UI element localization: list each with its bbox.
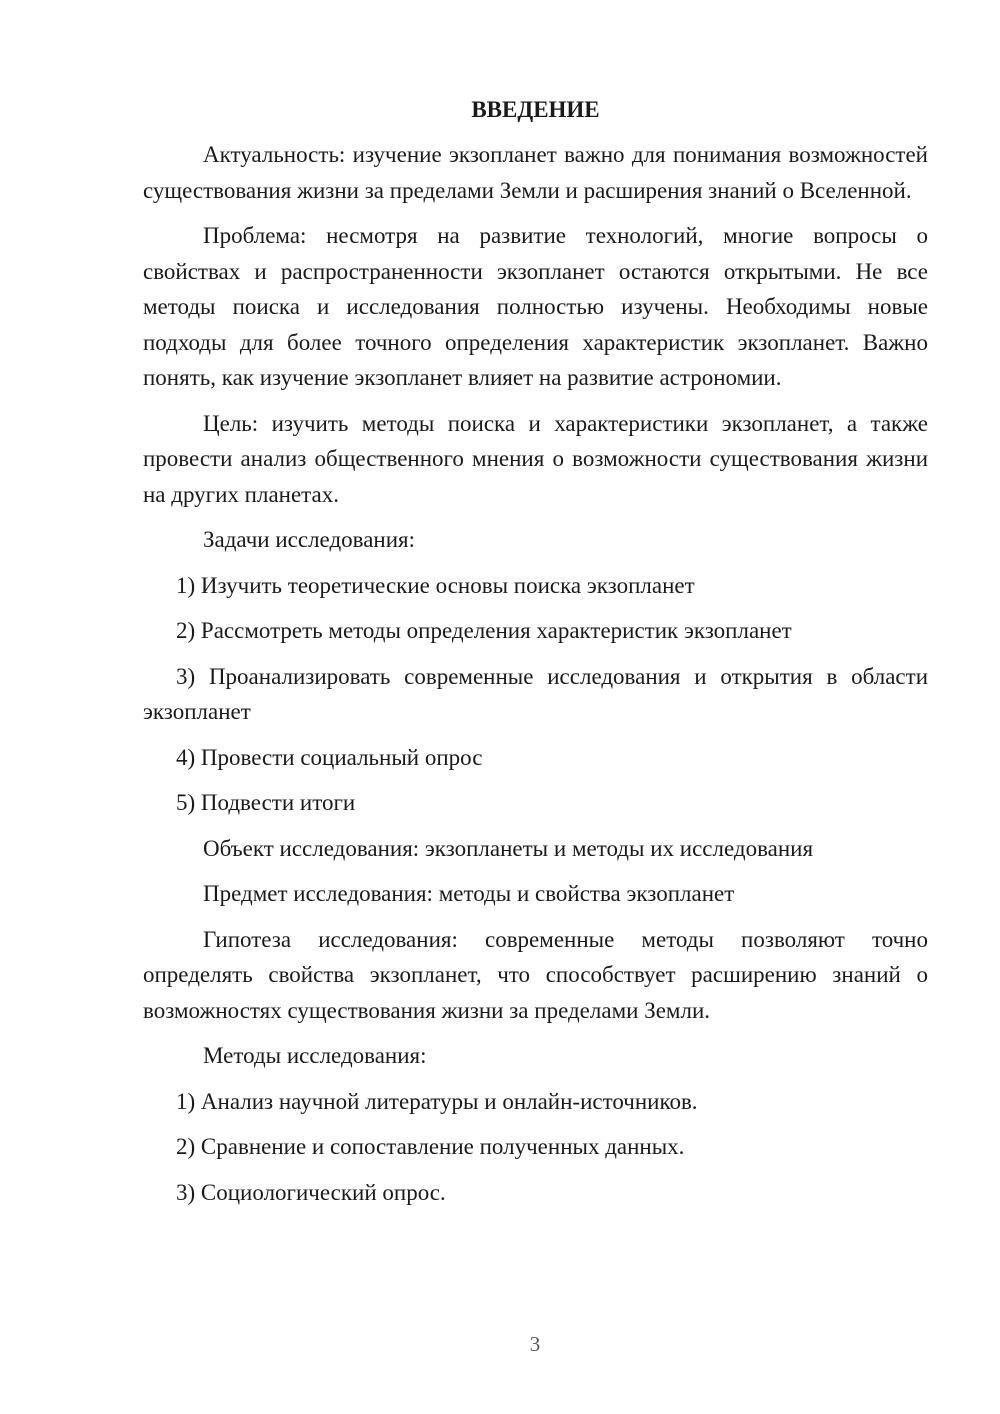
document-body: [143, 92, 928, 1220]
method-item: 3) Социологический опрос.: [176, 1179, 446, 1205]
hypothesis-paragraph: Гипотеза исследования: современные методы позволяют точно определять свойства экзопланет, что способствует расширению знаний о возможностях существования жизни за пределами Земли.: [143, 926, 928, 1023]
page-number: 3: [529, 1332, 541, 1356]
relevance-paragraph: Актуальность: изучение экзопланет важно для понимания возможностей существования жизни за пределами Земли и расширения знаний о Вселенной.: [143, 142, 928, 203]
method-item: 2) Сравнение и сопоставление полученных данных.: [176, 1134, 685, 1159]
methods-heading: Методы исследования:: [203, 1043, 427, 1068]
object-paragraph: Объект исследования: экзопланеты и методы их исследования: [203, 835, 814, 861]
section-title: ВВЕДЕНИЕ: [471, 97, 600, 122]
task-item: 2) Рассмотреть методы определения характеристик экзопланет: [176, 618, 792, 643]
task-item: 4) Провести социальный опрос: [176, 744, 483, 770]
method-item: 1) Анализ научной литературы и онлайн-источников.: [176, 1088, 698, 1114]
subject-paragraph: Предмет исследования: методы и свойства экзопланет: [203, 881, 735, 906]
task-item: 3) Проанализировать современные исследования и открытия в области экзопланет: [143, 663, 928, 724]
task-item: 1) Изучить теоретические основы поиска экзопланет: [176, 572, 695, 598]
goal-paragraph: Цель: изучить методы поиска и характеристики экзопланет, а также провести анализ общественного мнения о возможности существования жизни на других планетах.: [143, 410, 928, 507]
problem-paragraph: Проблема: несмотря на развитие технологий, многие вопросы о свойствах и распространенности экзопланет остаются открытыми. Не все методы поиска и исследования полностью изучены. Необходимы новые подходы для более точного определения характеристик экзопланет. Важно понять, как изучение экзопланет влияет на развитие астрономии.: [143, 223, 928, 390]
tasks-heading: Задачи исследования:: [203, 527, 416, 552]
task-item: 5) Подвести итоги: [176, 790, 356, 815]
